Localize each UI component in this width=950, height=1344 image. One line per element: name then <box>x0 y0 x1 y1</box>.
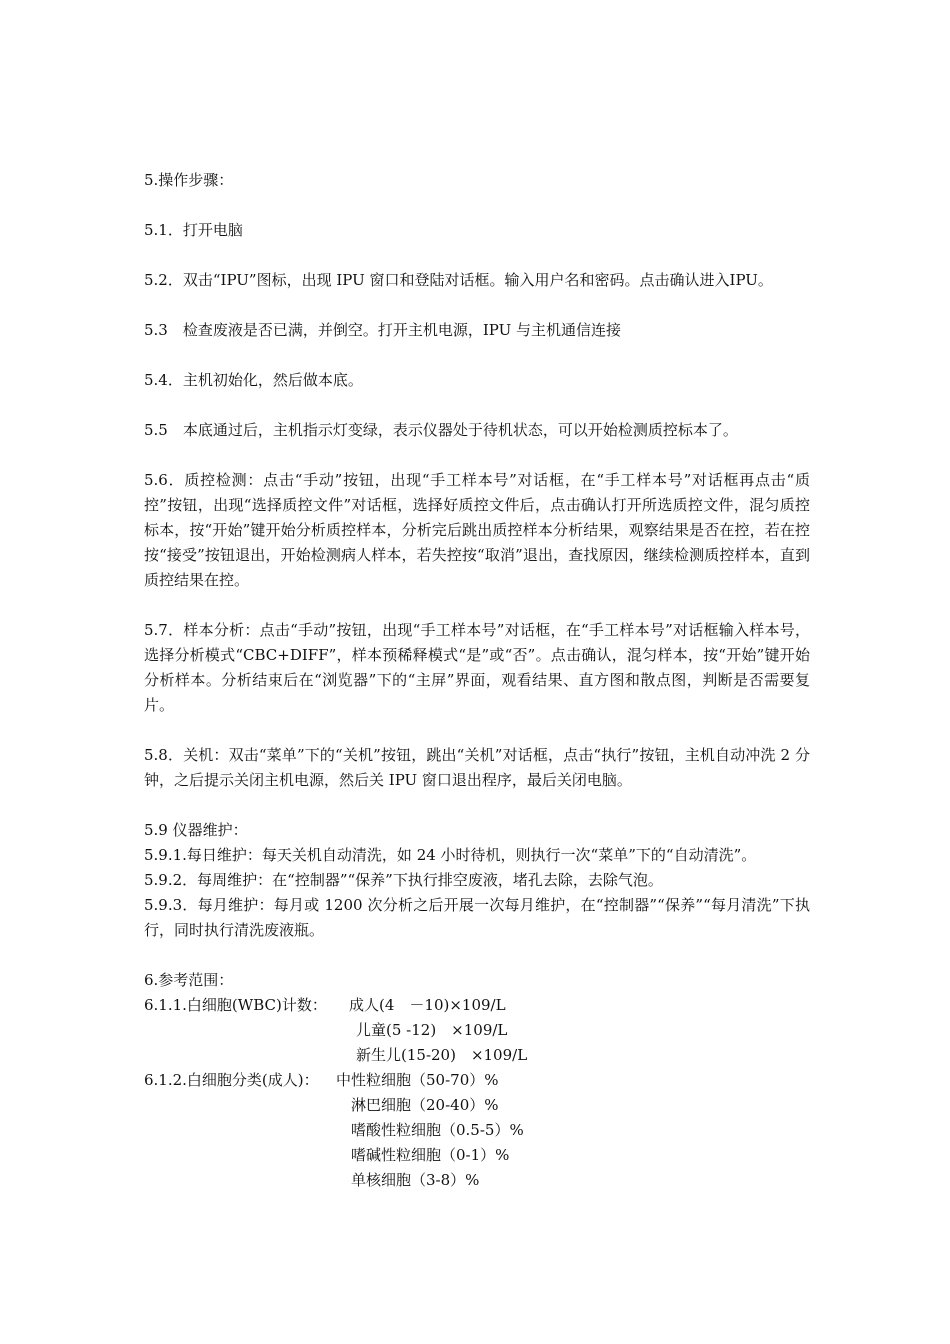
reference-section <box>144 968 810 1193</box>
maintenance-heading: 5.9 仪器维护： <box>144 821 248 839</box>
wbc-newborn-range: 新生儿(15-20) ×109/L <box>356 1046 528 1064</box>
step-5-5: 5.5 本底通过后，主机指示灯变绿，表示仪器处于待机状态，可以开始检测质控标本了。 <box>144 421 738 439</box>
section-heading-procedure: 5.操作步骤： <box>144 171 234 189</box>
step-5-4: 5.4．主机初始化，然后做本底。 <box>144 371 363 389</box>
step-5-1: 5.1．打开电脑 <box>144 221 243 239</box>
maintenance-monthly: 5.9.3．每月维护：每月或 1200 次分析之后开展一次每月维护，在“控制器”“保养”“每月清洗”下执行，同时执行清洗废液瓶。 <box>144 896 810 939</box>
wbc-reference-row <box>144 993 810 1068</box>
wbc-child-range: 儿童(5 -12) ×109/L <box>356 1021 508 1039</box>
lymphocyte-range: 淋巴细胞（20-40）% <box>351 1096 499 1114</box>
differential-values <box>336 1068 524 1193</box>
basophil-range: 嗜碱性粒细胞（0-1）% <box>351 1146 510 1164</box>
maintenance-weekly: 5.9.2．每周维护：在“控制器”“保养”下执行排空废液，堵孔去除，去除气泡。 <box>144 871 663 889</box>
neutrophil-range: 中性粒细胞（50-70）% <box>336 1071 499 1089</box>
differential-label: 6.1.2.白细胞分类(成人)： <box>144 1071 319 1089</box>
reference-heading: 6.参考范围： <box>144 971 234 989</box>
step-5-6-quality-control: 5.6．质控检测：点击“手动”按钮，出现“手工样本号”对话框，在“手工样本号”对话框再点击“质控”按钮，出现“选择质控文件”对话框，选择好质控文件后，点击确认打开所选质控文件，混匀质控标本，按“开始”键开始分析质控样本，分析完后跳出质控样本分析结果，观察结果是否在控，若在控按“接受”按钮退出，开始检测病人样本，若失控按“取消”退出，查找原因，继续检测质控样本，直到质控结果在控。 <box>144 471 810 589</box>
wbc-values <box>349 993 527 1068</box>
section-spacer <box>144 943 810 968</box>
step-5-8-shutdown: 5.8．关机：双击“菜单”下的“关机”按钮，跳出“关机”对话框，点击“执行”按钮，主机自动冲洗 2 分钟，之后提示关闭主机电源，然后关 IPU 窗口退出程序，最后关闭电脑。 <box>144 746 810 789</box>
eosinophil-range: 嗜酸性粒细胞（0.5-5）% <box>351 1121 524 1139</box>
wbc-label: 6.1.1.白细胞(WBC)计数： <box>144 996 327 1014</box>
step-5-7-sample-analysis: 5.7．样本分析：点击“手动”按钮，出现“手工样本号”对话框，在“手工样本号”对话框输入样本号，选择分析模式“CBC+DIFF”，样本预稀释模式“是”或“否”。点击确认，混匀样本，按“开始”键开始分析样本。分析结束后在“浏览器”下的“主屏”界面，观看结果、直方图和散点图，判断是否需要复片。 <box>144 621 810 714</box>
wbc-adult-range: 成人(4 －10)×109/L <box>349 996 506 1014</box>
maintenance-daily: 5.9.1.每日维护：每天关机自动清洗，如 24 小时待机，则执行一次“菜单”下的“自动清洗”。 <box>144 846 757 864</box>
maintenance-section <box>144 818 810 943</box>
differential-reference-row <box>144 1068 810 1193</box>
step-5-2: 5.2．双击“IPU”图标，出现 IPU 窗口和登陆对话框。输入用户名和密码。点击确认进入IPU。 <box>144 271 773 289</box>
document-page <box>144 168 810 1193</box>
step-5-3: 5.3 检查废液是否已满，并倒空。打开主机电源，IPU 与主机通信连接 <box>144 321 622 339</box>
monocyte-range: 单核细胞（3-8）% <box>351 1171 480 1189</box>
